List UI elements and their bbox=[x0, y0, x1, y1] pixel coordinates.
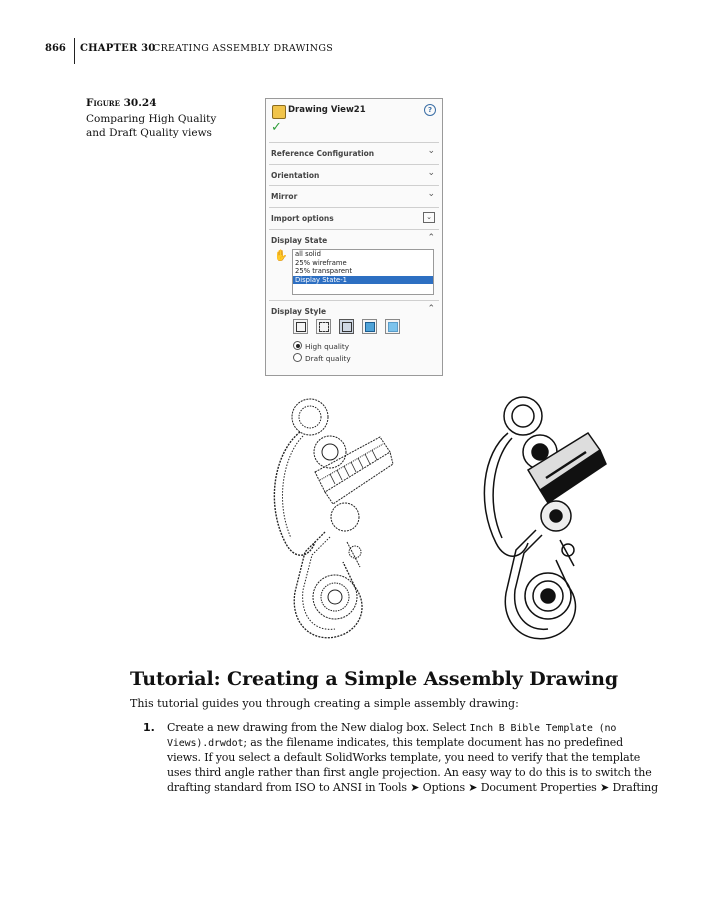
figure-caption bbox=[86, 112, 236, 140]
radio-label: Draft quality bbox=[305, 354, 351, 363]
chevron-up-icon[interactable]: ⌃ bbox=[427, 304, 435, 314]
chevron-down-icon[interactable]: ⌄ bbox=[423, 212, 435, 223]
header-rule bbox=[74, 38, 75, 64]
shaded-icon[interactable] bbox=[385, 319, 400, 334]
tutorial-heading: Tutorial: Creating a Simple Assembly Drawing bbox=[130, 668, 619, 690]
template-filename: Inch B Bible Template (no bbox=[469, 723, 617, 734]
section-reference-configuration[interactable] bbox=[269, 142, 439, 163]
hidden-lines-removed-icon[interactable] bbox=[339, 319, 354, 334]
step-line-2 bbox=[167, 736, 623, 749]
ok-check-icon[interactable]: ✓ bbox=[271, 120, 282, 135]
figure-label: Figure 30.24 bbox=[86, 97, 157, 109]
chevron-down-icon[interactable]: ⌄ bbox=[427, 146, 435, 156]
radio-high-quality[interactable] bbox=[293, 341, 349, 351]
tutorial-intro: This tutorial guides you through creating a simple assembly drawing: bbox=[130, 697, 519, 710]
step-number: 1. bbox=[143, 721, 155, 734]
section-display-style[interactable] bbox=[269, 300, 439, 321]
display-state-list[interactable] bbox=[292, 249, 434, 295]
section-display-state[interactable] bbox=[269, 229, 439, 250]
figure-caption-line-2: and Draft Quality views bbox=[86, 127, 212, 139]
section-label: Mirror bbox=[271, 192, 298, 201]
section-label: Display State bbox=[271, 236, 328, 245]
section-orientation[interactable] bbox=[269, 164, 439, 185]
radio-button[interactable] bbox=[293, 353, 302, 362]
drawing-view-icon bbox=[272, 105, 286, 119]
wireframe-icon[interactable] bbox=[293, 319, 308, 334]
section-mirror[interactable] bbox=[269, 185, 439, 206]
section-import-options[interactable] bbox=[269, 207, 439, 228]
radio-button[interactable] bbox=[293, 341, 302, 350]
panel-title-row bbox=[266, 99, 442, 121]
step-line-5: drafting standard from ISO to ANSI in Tools ➤ Options ➤ Document Properties ➤ Drafting bbox=[167, 781, 659, 794]
high-quality-drawing-illustration bbox=[468, 388, 618, 653]
section-label: Reference Configuration bbox=[271, 149, 375, 158]
chevron-down-icon[interactable]: ⌄ bbox=[427, 189, 435, 199]
property-manager-panel bbox=[265, 98, 443, 376]
step-line-3: views. If you select a default SolidWorks template, you need to verify that the template bbox=[167, 751, 641, 764]
display-state-item[interactable]: 25% wireframe bbox=[295, 258, 347, 267]
chapter-title: CREATING ASSEMBLY DRAWINGS bbox=[153, 43, 334, 54]
display-state-item-selected[interactable]: Display State-1 bbox=[293, 276, 433, 285]
section-label: Orientation bbox=[271, 171, 320, 180]
display-state-hand-icon: ✋ bbox=[274, 249, 288, 262]
step-text: Create a new drawing from the New dialog box. Select bbox=[167, 721, 470, 734]
step-text: ; as the filename indicates, this template document has no predefined bbox=[243, 736, 624, 749]
section-label: Import options bbox=[271, 214, 334, 223]
hidden-lines-visible-icon[interactable] bbox=[316, 319, 331, 334]
radio-draft-quality[interactable] bbox=[293, 353, 351, 363]
step-line-4: uses third angle rather than first angle projection. An easy way to do this is to switch the bbox=[167, 766, 652, 779]
display-state-item[interactable]: 25% transparent bbox=[295, 267, 353, 275]
chevron-down-icon[interactable]: ⌄ bbox=[427, 168, 435, 178]
display-state-item[interactable]: all solid bbox=[295, 250, 321, 258]
draft-quality-drawing-illustration bbox=[255, 392, 405, 652]
chapter-label: CHAPTER 30 bbox=[80, 43, 156, 54]
step-line-1 bbox=[167, 721, 616, 734]
display-style-buttons bbox=[293, 319, 403, 335]
shaded-with-edges-icon[interactable] bbox=[362, 319, 377, 334]
radio-label: High quality bbox=[305, 342, 350, 351]
page-number: 866 bbox=[45, 43, 66, 54]
section-label: Display Style bbox=[271, 307, 327, 316]
panel-title: Drawing View21 bbox=[288, 105, 366, 115]
template-filename: Views).drwdot bbox=[167, 738, 244, 749]
figure-caption-line-1: Comparing High Quality bbox=[86, 113, 217, 125]
chevron-up-icon[interactable]: ⌃ bbox=[427, 233, 435, 243]
help-icon[interactable]: ? bbox=[424, 104, 436, 116]
